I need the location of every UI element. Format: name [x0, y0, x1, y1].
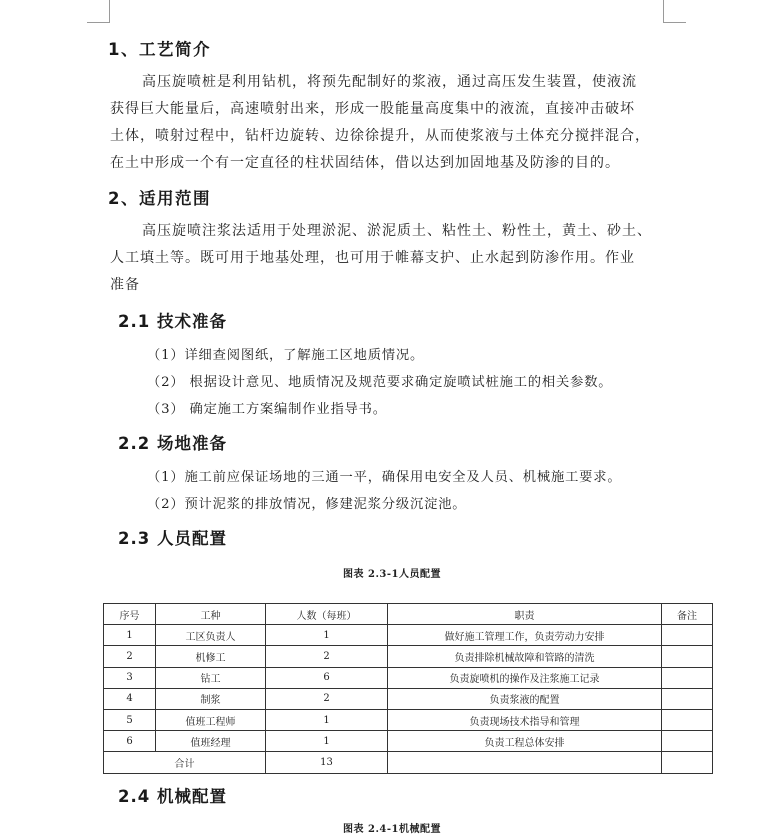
table-cell	[662, 752, 713, 773]
table-cell	[388, 752, 662, 773]
table-cell	[662, 688, 713, 709]
tech-list-item: （1）详细查阅图纸，了解施工区地质情况。	[147, 348, 425, 363]
table-cell: 负责工程总体安排	[388, 731, 662, 752]
table-total-row	[104, 752, 713, 773]
table-cell: 1	[266, 731, 388, 752]
tech-list-item: （2） 根据设计意见、地质情况及规范要求确定旋喷试桩施工的相关参数。	[147, 375, 613, 390]
intro-paragraph-line: 在土中形成一个有一定直径的柱状固结体，借以达到加固地基及防渗的目的。	[110, 155, 620, 171]
table-cell: 钻工	[156, 667, 266, 688]
heading-process-intro: 1、工艺简介	[108, 40, 211, 59]
table-row	[104, 709, 713, 730]
heading-technical-preparation: 2.1 技术准备	[118, 312, 227, 331]
column-header: 备注	[662, 604, 713, 625]
column-header: 工种	[156, 604, 266, 625]
table-cell: 1	[266, 709, 388, 730]
table-cell	[662, 646, 713, 667]
table-cell: 值班经理	[156, 731, 266, 752]
table-cell: 3	[104, 667, 156, 688]
table-row	[104, 688, 713, 709]
total-value: 13	[266, 752, 388, 773]
table-header-row	[104, 604, 713, 625]
intro-paragraph-line: 高压旋喷桩是利用钻机，将预先配制好的浆液，通过高压发生装置，使液流	[142, 74, 637, 90]
intro-paragraph-line: 获得巨大能量后，高速喷射出来，形成一股能量高度集中的液流，直接冲击破坏	[110, 101, 635, 117]
scope-paragraph-line: 高压旋喷注浆法适用于处理淤泥、淤泥质土、粘性土、粉性土，黄土、砂土、	[142, 223, 652, 239]
table-cell: 5	[104, 709, 156, 730]
heading-scope: 2、适用范围	[108, 189, 211, 208]
table-cell: 工区负责人	[156, 625, 266, 646]
table-row	[104, 625, 713, 646]
table-cell: 负责现场技术指导和管理	[388, 709, 662, 730]
heading-machine-configuration: 2.4 机械配置	[118, 787, 227, 806]
column-header: 职责	[388, 604, 662, 625]
table-cell: 制浆	[156, 688, 266, 709]
site-list-item: （2）预计泥浆的排放情况，修建泥浆分级沉淀池。	[147, 497, 467, 512]
scope-paragraph-line: 准备	[110, 277, 140, 293]
table-cell: 做好施工管理工作，负责劳动力安排	[388, 625, 662, 646]
table-cell: 2	[266, 688, 388, 709]
table-cell	[662, 709, 713, 730]
intro-paragraph-line: 土体，喷射过程中，钻杆边旋转、边徐徐提升，从而使浆液与土体充分搅拌混合，	[110, 128, 650, 144]
machine-table-caption: 图表 2.4-1机械配置	[343, 824, 441, 835]
table-cell	[662, 731, 713, 752]
table-row	[104, 646, 713, 667]
column-header: 人数（每班）	[266, 604, 388, 625]
table-cell: 6	[104, 731, 156, 752]
heading-staff-configuration: 2.3 人员配置	[118, 529, 227, 548]
table-cell: 1	[266, 625, 388, 646]
page-corner-mark-left	[87, 0, 110, 23]
table-cell	[662, 667, 713, 688]
table-cell: 负责浆液的配置	[388, 688, 662, 709]
table-row	[104, 731, 713, 752]
table-cell: 值班工程师	[156, 709, 266, 730]
table-cell	[662, 625, 713, 646]
table-cell: 2	[104, 646, 156, 667]
staff-table-caption: 图表 2.3-1人员配置	[343, 569, 441, 580]
total-label: 合计	[104, 752, 266, 773]
heading-site-preparation: 2.2 场地准备	[118, 434, 227, 453]
table-cell: 6	[266, 667, 388, 688]
table-cell: 负责旋喷机的操作及注浆施工记录	[388, 667, 662, 688]
table-cell: 2	[266, 646, 388, 667]
page-corner-mark-right	[663, 0, 686, 23]
scope-paragraph-line: 人工填土等。既可用于地基处理，也可用于帷幕支护、止水起到防渗作用。作业	[110, 250, 635, 266]
site-list-item: （1）施工前应保证场地的三通一平，确保用电安全及人员、机械施工要求。	[147, 470, 622, 485]
column-header: 序号	[104, 604, 156, 625]
table-cell: 机修工	[156, 646, 266, 667]
table-cell: 负责排除机械故障和管路的清洗	[388, 646, 662, 667]
tech-list-item: （3） 确定施工方案编制作业指导书。	[147, 402, 387, 417]
table-row	[104, 667, 713, 688]
staff-table	[103, 603, 713, 774]
table-cell: 1	[104, 625, 156, 646]
table-cell: 4	[104, 688, 156, 709]
